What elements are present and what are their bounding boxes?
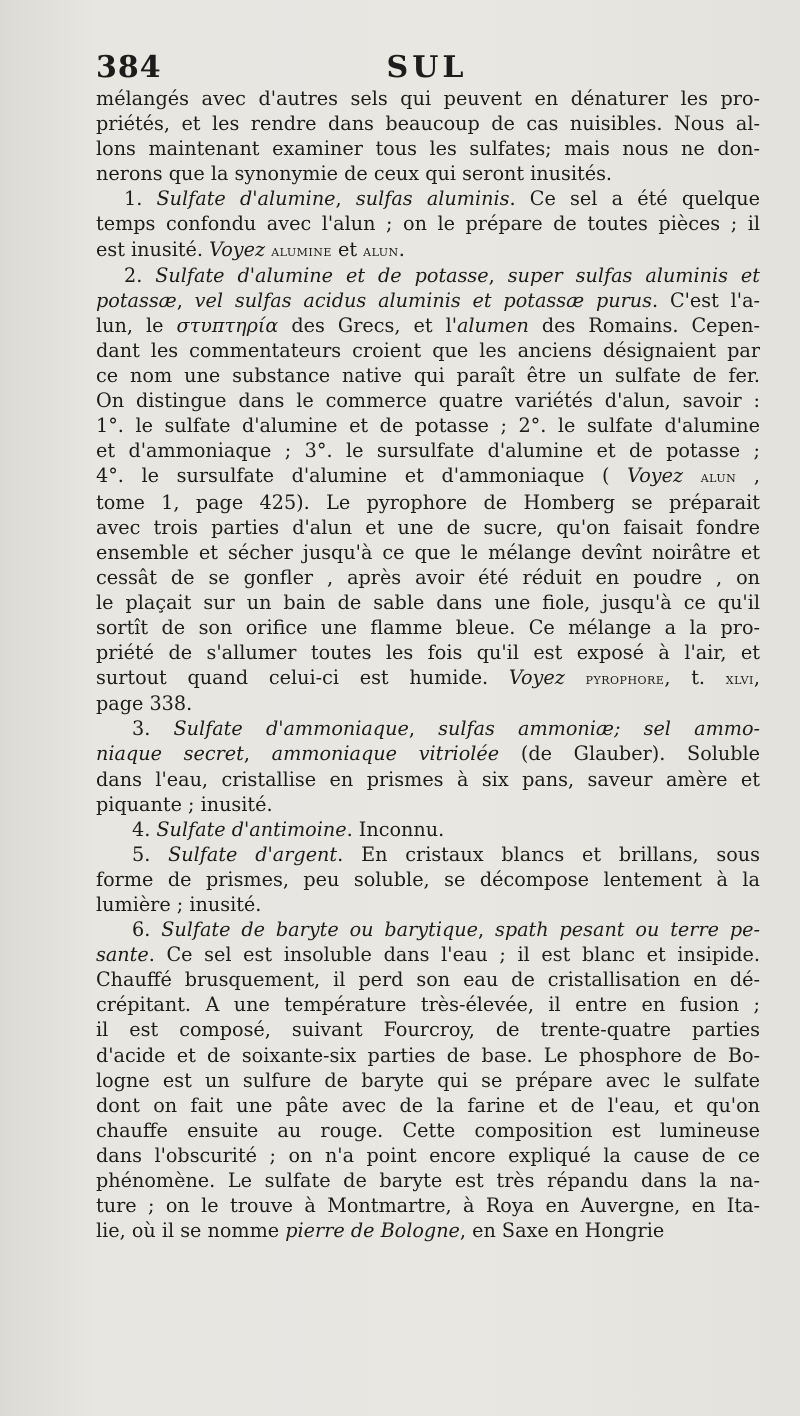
text-line: lie, où il se nomme pierre de Bologne, en Saxe en Hongrie — [96, 1219, 665, 1243]
text-line: 2. Sulfate d'alumine et de potasse, super sulfas aluminis et — [124, 263, 760, 287]
text-line: lumière ; inusité. — [96, 893, 262, 916]
text-line: page 338. — [96, 692, 193, 716]
text-line: dont on fait une pâte avec de la farine et de l'eau, et qu'on — [96, 1093, 760, 1117]
text-line: il est composé, suivant Fourcroy, de trente-quatre parties — [96, 1018, 760, 1042]
text-line: logne est un sulfure de baryte qui se prépare avec le sulfate — [96, 1068, 760, 1092]
text-line: ensemble et sécher jusqu'à ce que le mélange devînt noirâtre et — [96, 540, 760, 564]
text-line: dans l'obscurité ; on n'a point encore expliqué la cause de ce — [96, 1143, 760, 1167]
text-line: dans l'eau, cristallise en prismes à six pans, saveur amère et — [96, 767, 760, 791]
text-line: 1°. le sulfate d'alumine et de potasse ; 2°. le sulfate d'alumine — [96, 414, 760, 438]
text-line: potassæ, vel sulfas acidus aluminis et potassæ purus. C'est l'a- — [96, 288, 760, 312]
text-line: ce nom une substance native qui paraît être un sulfate de fer. — [96, 364, 760, 388]
text-line: ture ; on le trouve à Montmartre, à Roya en Auvergne, en Ita- — [96, 1194, 760, 1218]
text-line: dant les commentateurs croient que les anciens désignaient par — [96, 338, 760, 362]
text-line: sortît de son orifice une flamme bleue. Ce mélange a la pro- — [96, 615, 760, 639]
text-line: avec trois parties d'alun et une de sucre, qu'on faisait fondre — [96, 515, 760, 539]
text-line: mélangés avec d'autres sels qui peuvent en dénaturer les pro- — [96, 87, 760, 110]
text-line: est inusité. Voyez alumine et alun. — [96, 237, 405, 261]
page-header — [96, 50, 758, 90]
text-line: nerons que la synonymie de ceux qui seront inusités. — [96, 162, 613, 186]
text-line: niaque secret, ammoniaque vitriolée (de Glauber). Soluble — [96, 742, 760, 766]
text-line: d'acide et de soixante-six parties de base. Le phosphore de Bo- — [96, 1043, 760, 1067]
text-line: 6. Sulfate de baryte ou barytique, spath pesant ou terre pe- — [132, 918, 760, 942]
text-line: surtout quand celui-ci est humide. Voyez pyrophore, t. xlvi, — [96, 666, 760, 690]
body-text — [96, 86, 760, 1243]
text-line: le plaçait sur un bain de sable dans une fiole, jusqu'à ce qu'il — [96, 590, 760, 614]
text-line: priétés, et les rendre dans beaucoup de cas nuisibles. Nous al- — [96, 112, 760, 136]
text-line: 3. Sulfate d'ammoniaque, sulfas ammoniæ; sel ammo- — [132, 717, 760, 741]
text-line: crépitant. A une température très-élevée, il entre en fusion ; — [96, 993, 760, 1017]
text-line: piquante ; inusité. — [96, 792, 273, 816]
text-line: 4. Sulfate d'antimoine. Inconnu. — [132, 817, 445, 841]
text-line: 5. Sulfate d'argent. En cristaux blancs et brillans, sous — [132, 842, 760, 866]
running-head: SUL — [386, 50, 468, 85]
text-line: tome 1, page 425). Le pyrophore de Homberg se préparait — [96, 490, 760, 514]
text-line: lun, le στυπτηρία des Grecs, et l'alumen des Romains. Cepen- — [96, 313, 760, 337]
text-line: sante. Ce sel est insoluble dans l'eau ; il est blanc et insipide. — [96, 943, 760, 967]
text-line: 1. Sulfate d'alumine, sulfas aluminis. Ce sel a été quelque — [124, 187, 760, 211]
text-line: 4°. le sursulfate d'alumine et d'ammoniaque ( Voyez alun , — [96, 464, 760, 488]
text-line: Chauffé brusquement, il perd son eau de cristallisation en dé- — [96, 968, 760, 992]
text-line: lons maintenant examiner tous les sulfates; mais nous ne don- — [96, 137, 760, 161]
text-line: cessât de se gonfler , après avoir été réduit en poudre , on — [96, 565, 760, 589]
text-line: priété de s'allumer toutes les fois qu'il est exposé à l'air, et — [96, 641, 760, 665]
text-line: forme de prismes, peu soluble, se décompose lentement à la — [96, 867, 760, 891]
text-line: chauffe ensuite au rouge. Cette composition est lumineuse — [96, 1118, 760, 1142]
page-number: 384 — [96, 50, 162, 85]
text-line: On distingue dans le commerce quatre variétés d'alun, savoir : — [96, 389, 760, 413]
text-line: et d'ammoniaque ; 3°. le sursulfate d'alumine et de potasse ; — [96, 439, 760, 463]
text-line: phénomène. Le sulfate de baryte est très répandu dans la na- — [96, 1169, 760, 1193]
text-line: temps confondu avec l'alun ; on le prépare de toutes pièces ; il — [96, 212, 760, 236]
